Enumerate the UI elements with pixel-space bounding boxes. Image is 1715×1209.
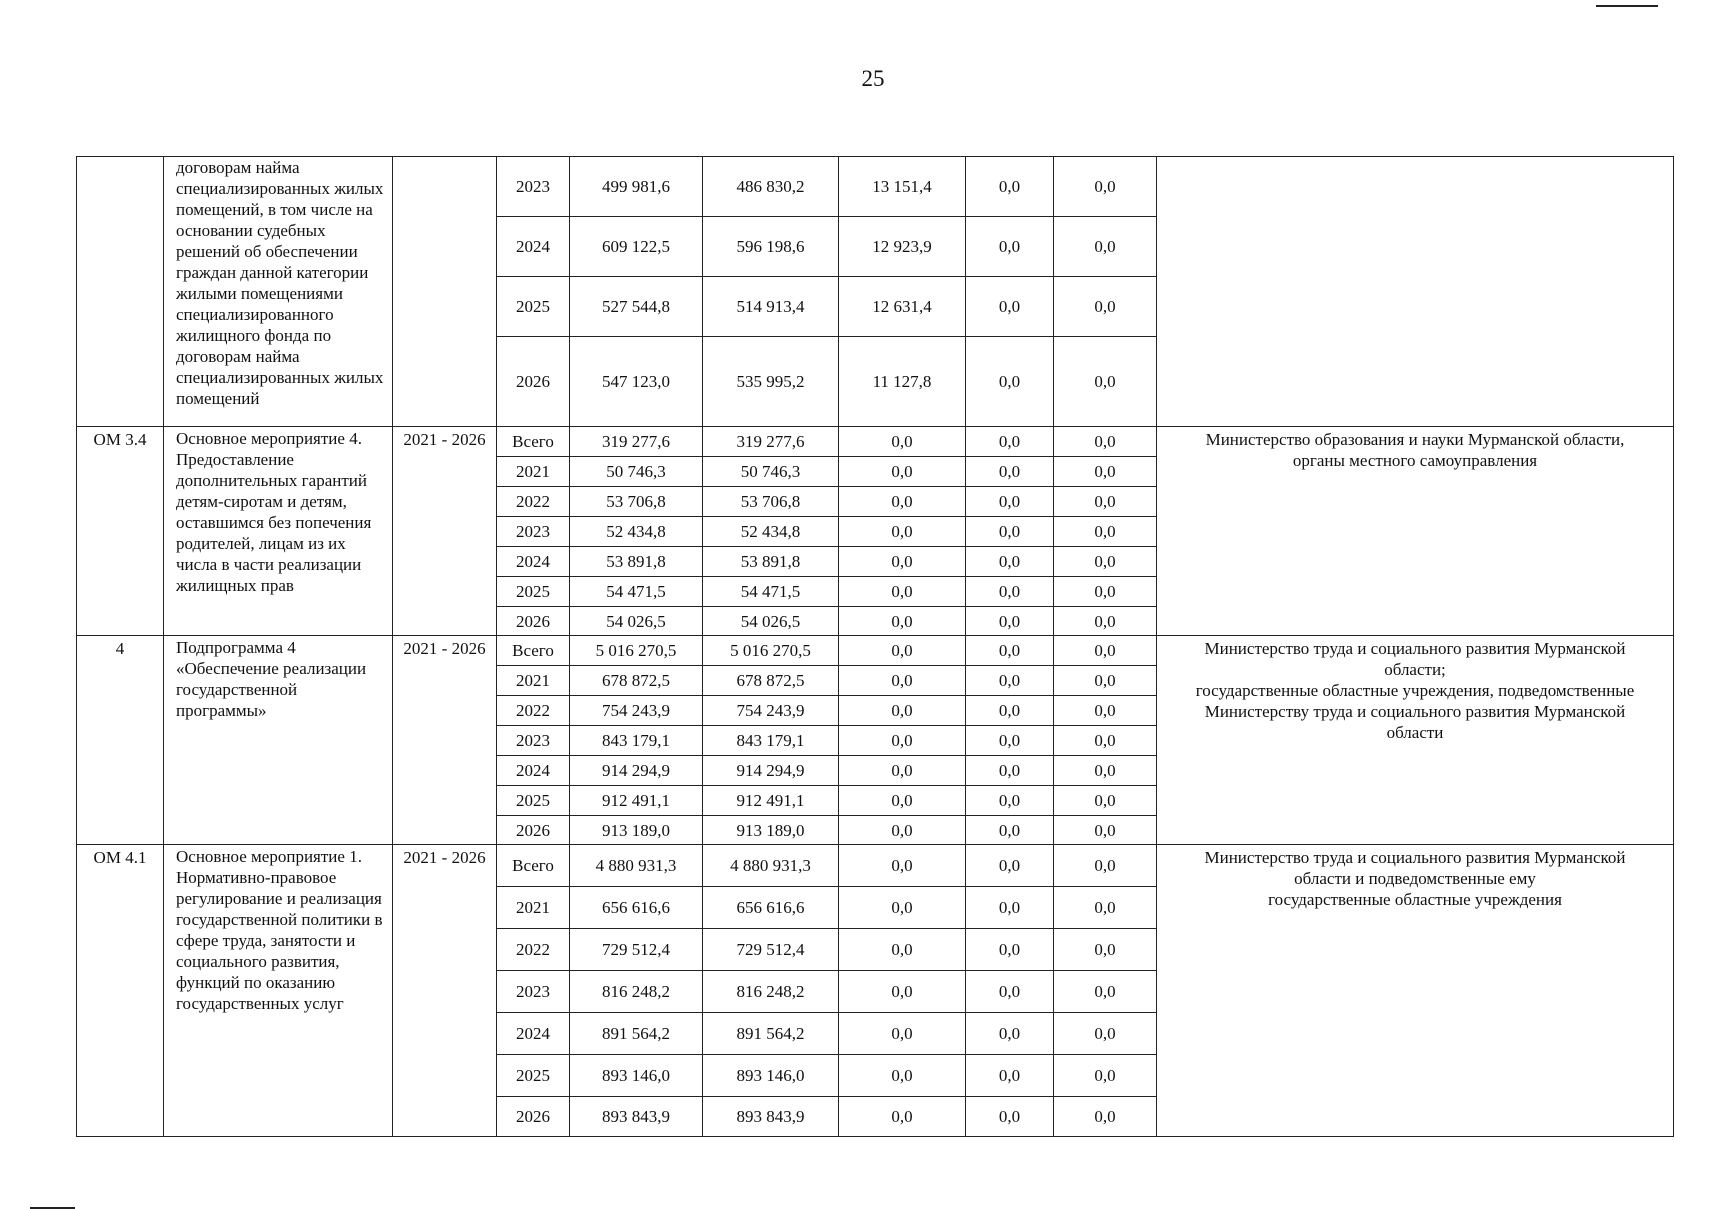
federal-budget-cell: 0,0 <box>839 457 966 487</box>
executor-line: государственные областные учреждения, подведомственные <box>1195 681 1635 700</box>
other-sources-cell: 0,0 <box>1054 756 1157 786</box>
regional-budget-cell: 891 564,2 <box>703 1013 839 1055</box>
total-cell: 53 891,8 <box>570 547 703 577</box>
federal-budget-cell: 0,0 <box>839 547 966 577</box>
period-cell: 2021 - 2026 <box>393 427 497 636</box>
year-cell: 2025 <box>497 277 570 337</box>
federal-budget-cell: 12 631,4 <box>839 277 966 337</box>
year-cell: 2023 <box>497 726 570 756</box>
federal-budget-cell: 13 151,4 <box>839 157 966 217</box>
regional-budget-cell: 54 026,5 <box>703 607 839 636</box>
total-cell: 50 746,3 <box>570 457 703 487</box>
local-budget-cell: 0,0 <box>966 816 1054 845</box>
period-cell <box>393 157 497 427</box>
year-cell: 2021 <box>497 666 570 696</box>
total-cell: 547 123,0 <box>570 337 703 427</box>
year-cell: 2026 <box>497 337 570 427</box>
regional-budget-cell: 486 830,2 <box>703 157 839 217</box>
year-cell: 2022 <box>497 696 570 726</box>
federal-budget-cell: 0,0 <box>839 607 966 636</box>
code-cell: ОМ 3.4 <box>77 427 164 636</box>
executor-line: Министерству труда и социального развития Мурманской <box>1204 702 1626 721</box>
other-sources-cell: 0,0 <box>1054 1013 1157 1055</box>
federal-budget-cell: 0,0 <box>839 845 966 887</box>
other-sources-cell: 0,0 <box>1054 1097 1157 1137</box>
other-sources-cell: 0,0 <box>1054 929 1157 971</box>
regional-budget-cell: 4 880 931,3 <box>703 845 839 887</box>
top-right-mark <box>1596 5 1658 7</box>
year-cell: 2022 <box>497 487 570 517</box>
total-cell: 893 843,9 <box>570 1097 703 1137</box>
local-budget-cell: 0,0 <box>966 277 1054 337</box>
other-sources-cell: 0,0 <box>1054 517 1157 547</box>
regional-budget-cell: 54 471,5 <box>703 577 839 607</box>
regional-budget-cell: 754 243,9 <box>703 696 839 726</box>
regional-budget-cell: 5 016 270,5 <box>703 636 839 666</box>
federal-budget-cell: 0,0 <box>839 816 966 845</box>
total-cell: 912 491,1 <box>570 786 703 816</box>
regional-budget-cell: 50 746,3 <box>703 457 839 487</box>
local-budget-cell: 0,0 <box>966 427 1054 457</box>
page-number: 25 <box>861 66 885 91</box>
year-cell: Всего <box>497 427 570 457</box>
other-sources-cell: 0,0 <box>1054 666 1157 696</box>
local-budget-cell: 0,0 <box>966 756 1054 786</box>
executor-line: области <box>1386 723 1444 742</box>
other-sources-cell: 0,0 <box>1054 427 1157 457</box>
federal-budget-cell: 0,0 <box>839 427 966 457</box>
federal-budget-cell: 0,0 <box>839 636 966 666</box>
other-sources-cell: 0,0 <box>1054 577 1157 607</box>
executor-line: Министерство образования и науки Мурманской области, <box>1205 430 1625 449</box>
measure-name-cell: Основное мероприятие 1. Нормативно-правовое регулирование и реализация государственной политики в сфере труда, занятости и социального развития, функций по оказанию государственных услуг <box>164 845 393 1137</box>
total-cell: 52 434,8 <box>570 517 703 547</box>
federal-budget-cell: 0,0 <box>839 577 966 607</box>
local-budget-cell: 0,0 <box>966 547 1054 577</box>
total-cell: 527 544,8 <box>570 277 703 337</box>
table-row <box>77 636 1674 666</box>
code-cell <box>77 157 164 427</box>
year-cell: 2023 <box>497 157 570 217</box>
regional-budget-cell: 52 434,8 <box>703 517 839 547</box>
measure-name-cell: Основное мероприятие 4. Предоставление дополнительных гарантий детям-сиротам и детям, оставшимся без попечения родителей, лицам из их числа в части реализации жилищных прав <box>164 427 393 636</box>
other-sources-cell: 0,0 <box>1054 887 1157 929</box>
year-cell: 2022 <box>497 929 570 971</box>
total-cell: 754 243,9 <box>570 696 703 726</box>
other-sources-cell: 0,0 <box>1054 157 1157 217</box>
local-budget-cell: 0,0 <box>966 666 1054 696</box>
federal-budget-cell: 0,0 <box>839 1055 966 1097</box>
total-cell: 4 880 931,3 <box>570 845 703 887</box>
local-budget-cell: 0,0 <box>966 1097 1054 1137</box>
year-cell: 2025 <box>497 577 570 607</box>
local-budget-cell: 0,0 <box>966 577 1054 607</box>
year-cell: 2025 <box>497 786 570 816</box>
year-cell: 2024 <box>497 1013 570 1055</box>
total-cell: 609 122,5 <box>570 217 703 277</box>
period-cell: 2021 - 2026 <box>393 636 497 845</box>
local-budget-cell: 0,0 <box>966 726 1054 756</box>
federal-budget-cell: 0,0 <box>839 929 966 971</box>
regional-budget-cell: 535 995,2 <box>703 337 839 427</box>
total-cell: 893 146,0 <box>570 1055 703 1097</box>
other-sources-cell: 0,0 <box>1054 337 1157 427</box>
local-budget-cell: 0,0 <box>966 607 1054 636</box>
code-cell: ОМ 4.1 <box>77 845 164 1137</box>
total-cell: 678 872,5 <box>570 666 703 696</box>
table-row <box>77 427 1674 457</box>
total-cell: 5 016 270,5 <box>570 636 703 666</box>
regional-budget-cell: 53 891,8 <box>703 547 839 577</box>
year-cell: 2023 <box>497 517 570 547</box>
executor-cell <box>1157 427 1674 636</box>
federal-budget-cell: 0,0 <box>839 1013 966 1055</box>
total-cell: 499 981,6 <box>570 157 703 217</box>
local-budget-cell: 0,0 <box>966 487 1054 517</box>
regional-budget-cell: 319 277,6 <box>703 427 839 457</box>
executor-cell <box>1157 845 1674 1137</box>
year-cell: 2024 <box>497 217 570 277</box>
other-sources-cell: 0,0 <box>1054 816 1157 845</box>
other-sources-cell: 0,0 <box>1054 277 1157 337</box>
local-budget-cell: 0,0 <box>966 217 1054 277</box>
total-cell: 319 277,6 <box>570 427 703 457</box>
other-sources-cell: 0,0 <box>1054 786 1157 816</box>
year-cell: 2026 <box>497 607 570 636</box>
other-sources-cell: 0,0 <box>1054 696 1157 726</box>
other-sources-cell: 0,0 <box>1054 1055 1157 1097</box>
federal-budget-cell: 0,0 <box>839 786 966 816</box>
other-sources-cell: 0,0 <box>1054 217 1157 277</box>
regional-budget-cell: 514 913,4 <box>703 277 839 337</box>
total-cell: 656 616,6 <box>570 887 703 929</box>
regional-budget-cell: 893 146,0 <box>703 1055 839 1097</box>
federal-budget-cell: 0,0 <box>839 487 966 517</box>
year-cell: 2021 <box>497 457 570 487</box>
other-sources-cell: 0,0 <box>1054 487 1157 517</box>
local-budget-cell: 0,0 <box>966 696 1054 726</box>
total-cell: 914 294,9 <box>570 756 703 786</box>
executor-line: области и подведомственные ему <box>1294 869 1536 888</box>
total-cell: 816 248,2 <box>570 971 703 1013</box>
table-row <box>77 845 1674 887</box>
other-sources-cell: 0,0 <box>1054 547 1157 577</box>
measure-name-cell: договорам найма специализированных жилых помещений, в том числе на основании судебных решений об обеспечении граждан данной категории жилыми помещениями специализированного жилищного фонда по договорам найма специализированных жилых помещений <box>164 157 393 427</box>
executor-cell <box>1157 636 1674 845</box>
local-budget-cell: 0,0 <box>966 1055 1054 1097</box>
regional-budget-cell: 912 491,1 <box>703 786 839 816</box>
total-cell: 913 189,0 <box>570 816 703 845</box>
other-sources-cell: 0,0 <box>1054 845 1157 887</box>
year-cell: Всего <box>497 845 570 887</box>
total-cell: 843 179,1 <box>570 726 703 756</box>
total-cell: 891 564,2 <box>570 1013 703 1055</box>
local-budget-cell: 0,0 <box>966 457 1054 487</box>
regional-budget-cell: 816 248,2 <box>703 971 839 1013</box>
year-cell: 2026 <box>497 1097 570 1137</box>
local-budget-cell: 0,0 <box>966 887 1054 929</box>
federal-budget-cell: 12 923,9 <box>839 217 966 277</box>
total-cell: 729 512,4 <box>570 929 703 971</box>
federal-budget-cell: 11 127,8 <box>839 337 966 427</box>
total-cell: 54 026,5 <box>570 607 703 636</box>
year-cell: 2021 <box>497 887 570 929</box>
other-sources-cell: 0,0 <box>1054 636 1157 666</box>
executor-line: государственные областные учреждения <box>1268 890 1562 909</box>
year-cell: 2023 <box>497 971 570 1013</box>
federal-budget-cell: 0,0 <box>839 696 966 726</box>
executor-line: области; <box>1384 660 1446 679</box>
local-budget-cell: 0,0 <box>966 636 1054 666</box>
local-budget-cell: 0,0 <box>966 1013 1054 1055</box>
regional-budget-cell: 678 872,5 <box>703 666 839 696</box>
federal-budget-cell: 0,0 <box>839 726 966 756</box>
total-cell: 54 471,5 <box>570 577 703 607</box>
year-cell: 2024 <box>497 756 570 786</box>
regional-budget-cell: 893 843,9 <box>703 1097 839 1137</box>
local-budget-cell: 0,0 <box>966 517 1054 547</box>
regional-budget-cell: 843 179,1 <box>703 726 839 756</box>
executor-line: органы местного самоуправления <box>1292 451 1538 470</box>
executor-line: Министерство труда и социального развития Мурманской <box>1204 639 1626 658</box>
period-cell: 2021 - 2026 <box>393 845 497 1137</box>
local-budget-cell: 0,0 <box>966 971 1054 1013</box>
year-cell: Всего <box>497 636 570 666</box>
code-cell: 4 <box>77 636 164 845</box>
federal-budget-cell: 0,0 <box>839 1097 966 1137</box>
executor-cell <box>1157 157 1674 427</box>
year-cell: 2024 <box>497 547 570 577</box>
local-budget-cell: 0,0 <box>966 845 1054 887</box>
federal-budget-cell: 0,0 <box>839 517 966 547</box>
measure-name-cell: Подпрограмма 4 «Обеспечение реализации государственной программы» <box>164 636 393 845</box>
federal-budget-cell: 0,0 <box>839 971 966 1013</box>
other-sources-cell: 0,0 <box>1054 971 1157 1013</box>
other-sources-cell: 0,0 <box>1054 457 1157 487</box>
local-budget-cell: 0,0 <box>966 157 1054 217</box>
local-budget-cell: 0,0 <box>966 786 1054 816</box>
regional-budget-cell: 53 706,8 <box>703 487 839 517</box>
federal-budget-cell: 0,0 <box>839 756 966 786</box>
table-row <box>77 157 1674 217</box>
other-sources-cell: 0,0 <box>1054 607 1157 636</box>
other-sources-cell: 0,0 <box>1054 726 1157 756</box>
bottom-left-mark <box>30 1207 75 1209</box>
regional-budget-cell: 596 198,6 <box>703 217 839 277</box>
federal-budget-cell: 0,0 <box>839 887 966 929</box>
regional-budget-cell: 913 189,0 <box>703 816 839 845</box>
local-budget-cell: 0,0 <box>966 337 1054 427</box>
executor-line: Министерство труда и социального развития Мурманской <box>1204 848 1626 867</box>
federal-budget-cell: 0,0 <box>839 666 966 696</box>
regional-budget-cell: 729 512,4 <box>703 929 839 971</box>
regional-budget-cell: 914 294,9 <box>703 756 839 786</box>
regional-budget-cell: 656 616,6 <box>703 887 839 929</box>
total-cell: 53 706,8 <box>570 487 703 517</box>
year-cell: 2026 <box>497 816 570 845</box>
budget-table <box>76 156 1674 1137</box>
local-budget-cell: 0,0 <box>966 929 1054 971</box>
year-cell: 2025 <box>497 1055 570 1097</box>
